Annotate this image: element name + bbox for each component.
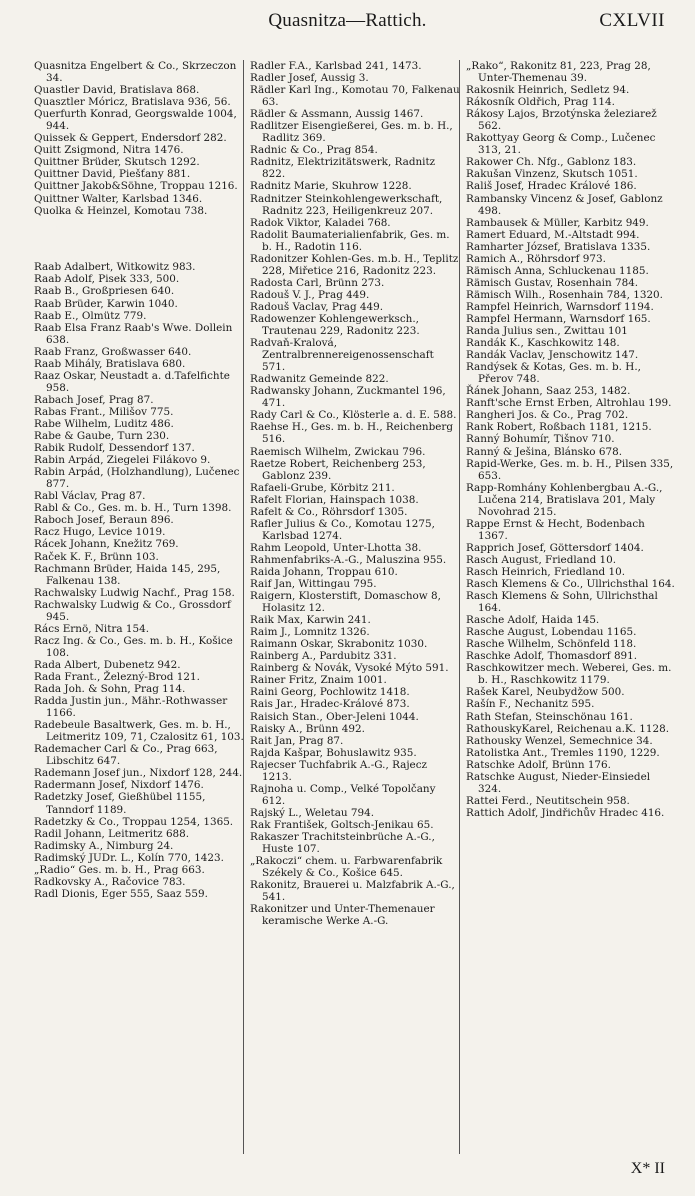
directory-entry: Raimann Oskar, Skrabonitz 1030. [250, 638, 428, 651]
directory-entry: Raehse H., Ges. m. b. H., Reichenberg 516. [250, 421, 453, 446]
directory-entry: Rabas Frant., Milišov 775. [34, 405, 174, 418]
directory-entry: Rainer Fritz, Znaim 1001. [250, 674, 387, 687]
directory-entry: Raček K. F., Brünn 103. [34, 550, 159, 563]
directory-entry: Rath Stefan, Steinschönau 161. [466, 710, 633, 723]
directory-entry: Radetzky & Co., Troppau 1254, 1365. [34, 815, 234, 828]
directory-entry: Rak František, Goltsch-Jenikau 65. [250, 818, 434, 831]
directory-entry: Ratschke Adolf, Brünn 176. [466, 758, 611, 771]
directory-entry: Rangheri Jos. & Co., Prag 702. [466, 409, 629, 422]
directory-entry: Raif Jan, Wittingau 795. [250, 578, 377, 591]
directory-entry: „Rako“, Rakonitz 81, 223, Prag 28, Unter-Themenau 39. [466, 60, 651, 85]
signature-mark: X* II [630, 1160, 665, 1177]
directory-entry: Radimský JUDr. L., Kolín 770, 1423. [34, 851, 224, 864]
section-break [34, 227, 244, 251]
directory-entry: Rabe Wilhelm, Luditz 486. [34, 418, 174, 430]
directory-entry: Rampfel Hermann, Warnsdorf 165. [466, 312, 651, 325]
directory-entry: Rakosnik Heinrich, Sedletz 94. [466, 84, 630, 97]
directory-entry: Rady Carl & Co., Klösterle a. d. E. 588. [250, 409, 457, 422]
directory-entry: Rappe Ernst & Hecht, Bodenbach 1367. [466, 517, 645, 542]
directory-entry: Rasche Adolf, Haida 145. [466, 614, 600, 627]
directory-entry: Raschke Adolf, Thomasdorf 891. [466, 650, 638, 663]
directory-entry: Racz Hugo, Levice 1019. [34, 526, 166, 539]
directory-entry: Radetzky Josef, Gießhübel 1155, Tanndorf 1189. [34, 791, 206, 816]
directory-entry: Radolit Baumaterialienfabrik, Ges. m. b. H., Radotin 116. [250, 228, 450, 253]
directory-entry: Rapp-Romhány Kohlenbergbau A.-G., Lučena 214, Bratislava 201, Maly Novohrad 215. [466, 481, 663, 518]
directory-entry: Rajda Kašpar, Bohuslawitz 935. [250, 746, 417, 759]
directory-entry: Rácek Johann, Knežitz 769. [34, 538, 179, 551]
directory-entry: Raab B., Großpriesen 640. [34, 285, 175, 298]
directory-entry: Rabach Josef, Prag 87. [34, 393, 154, 406]
page-number: CXLVII [599, 10, 665, 31]
directory-entry: Quittner David, Piešťany 881. [34, 168, 191, 181]
directory-entry: Raboch Josef, Beraun 896. [34, 514, 174, 527]
directory-entry: Randák K., Kaschkowitz 148. [466, 337, 620, 350]
directory-entry: Raab Franz, Großwasser 640. [34, 345, 192, 358]
directory-entry: Rafelt & Co., Röhrsdorf 1305. [250, 505, 408, 518]
directory-entry: Rahm Leopold, Unter-Lhotta 38. [250, 541, 422, 554]
directory-entry: Rašín F., Nechanitz 595. [466, 698, 595, 711]
directory-entry: Rämisch Anna, Schluckenau 1185. [466, 264, 649, 277]
directory-entry: Raim J., Lomnitz 1326. [250, 626, 370, 639]
directory-entry: Quittner Brüder, Skutsch 1292. [34, 156, 200, 169]
directory-entry: Rambausek & Müller, Karbitz 949. [466, 216, 649, 229]
directory-entry: Randýsek & Kotas, Ges. m. b. H., Přerov 748. [466, 361, 641, 386]
directory-entry: Raschkowitzer mech. Weberei, Ges. m. b. H., Raschkowitz 1179. [466, 662, 672, 687]
directory-entry: Radouš V. J., Prag 449. [250, 288, 370, 301]
directory-entry: Ranný Bohumír, Tišnov 710. [466, 433, 615, 446]
directory-entry: Radler Josef, Aussig 3. [250, 72, 369, 85]
directory-entry: Rališ Josef, Hradec Králové 186. [466, 180, 637, 193]
directory-entry: Radok Viktor, Kaladei 768. [250, 216, 391, 229]
directory-entry: Radnitzer Steinkohlengewerkschaft, Radnitz 223, Heiligenkreuz 207. [250, 192, 443, 217]
directory-entry: Rabik Rudolf, Dessendorf 137. [34, 442, 195, 455]
directory-entry: Rachmann Brüder, Haida 145, 295, Falkenau 138. [34, 562, 221, 587]
directory-entry: RathouskyKarel, Reichenau a.K. 1128. [466, 722, 670, 735]
directory-entry: Rachwalsky Ludwig Nachf., Prag 158. [34, 586, 235, 599]
directory-entry: Randa Julius sen., Zwittau 101 [466, 325, 628, 338]
directory-entry: Rainberg A., Pardubitz 331. [250, 650, 397, 663]
directory-entry: Radwanitz Gemeinde 822. [250, 373, 389, 386]
directory-entry: Ratolistka Ant., Tremles 1190, 1229. [466, 746, 660, 759]
directory-entry: Quissek & Geppert, Endersdorf 282. [34, 132, 227, 145]
directory-entry: Rada Joh. & Sohn, Prag 114. [34, 683, 186, 696]
directory-entry: Rais Jar., Hradec-Králové 873. [250, 698, 410, 711]
directory-entry: Rainberg & Novák, Vysoké Mýto 591. [250, 662, 449, 675]
directory-entry: Rampfel Heinrich, Warnsdorf 1194. [466, 300, 654, 313]
directory-entry: Rabin Arpád, (Holzhandlung), Lučenec 877. [34, 466, 240, 491]
directory-entry: Rasch Klemens & Co., Ullrichsthal 164. [466, 578, 675, 591]
directory-entry: Rahmenfabriks-A.-G., Maluszina 955. [250, 553, 447, 566]
directory-entry: Radda Justin jun., Mähr.-Rothwasser 1166. [34, 695, 228, 720]
directory-entry: Rattich Adolf, Jindřichův Hradec 416. [466, 806, 665, 819]
directory-entry: Rädler Karl Ing., Komotau 70, Falkenau 63. [250, 84, 460, 109]
directory-entry: Raaz Oskar, Neustadt a. d.Tafelfichte 958. [34, 369, 230, 394]
directory-entry: Rasche August, Lobendau 1165. [466, 626, 637, 639]
directory-entry: Querfurth Konrad, Georgswalde 1004, 944. [34, 108, 237, 133]
directory-entry: Rapid-Werke, Ges. m. b. H., Pilsen 335, 653. [466, 457, 674, 482]
directory-entry: Rabl Václav, Prag 87. [34, 490, 146, 503]
directory-entry: Rait Jan, Prag 87. [250, 734, 344, 747]
directory-entry: Radouš Vaclav, Prag 449. [250, 300, 384, 313]
directory-entry: Quasztler Móricz, Bratislava 936, 56. [34, 96, 231, 109]
directory-entry: Radvaň-Kralová, Zentralbrennereigenossenschaft 571. [250, 337, 434, 374]
directory-entry: Raisky A., Brünn 492. [250, 722, 365, 735]
directory-entry: Rákosy Lajos, Brzotýnska železiarež 562. [466, 108, 657, 133]
directory-entry: Ranft'sche Ernst Erben, Altrohlau 199. [466, 397, 672, 410]
directory-entry: Radimsky A., Nimburg 24. [34, 839, 174, 852]
directory-column-1 [34, 60, 244, 900]
directory-entry: Radil Johann, Leitmeritz 688. [34, 827, 190, 840]
directory-entry: Rakaszer Trachitsteinbrüche A.-G., Huste 107. [250, 831, 435, 856]
directory-entry: Raini Georg, Pochlowitz 1418. [250, 686, 410, 699]
directory-entry: Rademann Josef jun., Nixdorf 128, 244. [34, 767, 243, 780]
directory-entry: Rafelt Florian, Hainspach 1038. [250, 493, 419, 506]
directory-entry: Raigern, Klosterstift, Domaschow 8, Holasitz 12. [250, 590, 441, 615]
directory-entry: Ramert Eduard, M.-Altstadt 994. [466, 228, 640, 241]
directory-entry: Rathousky Wenzel, Semechnice 34. [466, 734, 653, 747]
directory-entry: Raab Adalbert, Witkowitz 983. [34, 261, 196, 274]
directory-entry: Rattei Ferd., Neutitschein 958. [466, 794, 630, 807]
directory-entry: Rasch August, Friedland 10. [466, 553, 617, 566]
directory-entry: Rajský L., Weletau 794. [250, 806, 375, 819]
directory-entry: Raab Brüder, Karwin 1040. [34, 297, 178, 310]
directory-entry: Raab Mihály, Bratislava 680. [34, 357, 186, 370]
directory-entry: Rapprich Josef, Göttersdorf 1404. [466, 541, 644, 554]
directory-entry: Rank Robert, Roßbach 1181, 1215. [466, 421, 652, 434]
directory-entry: Rasch Heinrich, Friedland 10. [466, 565, 626, 578]
directory-entry: Radonitzer Kohlen-Ges. m.b. H., Teplitz 228, Miřetice 216, Radonitz 223. [250, 252, 459, 277]
directory-entry: Rasche Wilhelm, Schönfeld 118. [466, 638, 637, 651]
directory-entry: Radler F.A., Karlsbad 241, 1473. [250, 60, 422, 72]
directory-entry: Radnic & Co., Prag 854. [250, 144, 378, 157]
directory-entry: Radlitzer Eisengießerei, Ges. m. b. H., Radlitz 369. [250, 120, 453, 145]
directory-entry: Raetze Robert, Reichenberg 253, Gablonz 239. [250, 457, 426, 482]
directory-entry: Rademacher Carl & Co., Prag 663, Libschitz 647. [34, 743, 218, 768]
directory-entry: Rajecser Tuchfabrik A.-G., Rajecz 1213. [250, 758, 427, 783]
directory-entry: Racz Ing. & Co., Ges. m. b. H., Košice 108. [34, 634, 233, 659]
directory-entry: Quitt Zsigmond, Nitra 1476. [34, 144, 184, 157]
directory-entry: Raab Adolf, Pisek 333, 500. [34, 273, 180, 286]
directory-entry: Rabe & Gaube, Turn 230. [34, 430, 170, 443]
directory-entry: Radwansky Johann, Zuckmantel 196, 471. [250, 385, 446, 410]
directory-entry: Quastler David, Bratislava 868. [34, 84, 200, 97]
directory-entry: Radnitz, Elektrizitätswerk, Radnitz 822. [250, 156, 436, 181]
page-title: Quasnitza—Rattich. [268, 10, 427, 31]
directory-entry: Rasch Klemens & Sohn, Ullrichsthal 164. [466, 590, 658, 615]
directory-column-3 [466, 60, 676, 819]
directory-entry: Rabl & Co., Ges. m. b. H., Turn 1398. [34, 502, 232, 515]
directory-entry: Raisich Stan., Ober-Jeleni 1044. [250, 710, 419, 723]
directory-entry: Quittner Walter, Karlsbad 1346. [34, 192, 203, 205]
directory-entry: Rabin Arpád, Ziegelei Filákovo 9. [34, 454, 211, 467]
directory-entry: Raemisch Wilhelm, Zwickau 796. [250, 445, 426, 458]
directory-entry: Radebeule Basaltwerk, Ges. m. b. H., Leitmeritz 109, 71, Czalositz 61, 103. [34, 719, 244, 744]
directory-entry: Quittner Jakob&Söhne, Troppau 1216. [34, 180, 238, 193]
directory-column-2 [250, 60, 460, 927]
directory-entry: Rafaeli-Grube, Körbitz 211. [250, 481, 395, 494]
directory-entry: Ratschke August, Nieder-Einsiedel 324. [466, 770, 651, 795]
directory-entry: Rakower Ch. Nfg., Gablonz 183. [466, 156, 637, 169]
directory-entry: Ramharter József, Bratislava 1335. [466, 240, 651, 253]
directory-entry: Rakottyay Georg & Comp., Lučenec 313, 21. [466, 132, 656, 157]
directory-entry: Řánek Johann, Saaz 253, 1482. [466, 385, 631, 398]
directory-entry: Rajnoha u. Comp., Velké Topolčany 612. [250, 782, 436, 807]
directory-entry: Rada Albert, Dubenetz 942. [34, 658, 181, 671]
directory-entry: Quolka & Heinzel, Komotau 738. [34, 204, 208, 217]
directory-entry: Rašek Karel, Neubydžow 500. [466, 686, 625, 699]
directory-entry: Raab E., Olmütz 779. [34, 309, 147, 322]
directory-entry: Rafler Julius & Co., Komotau 1275, Karlsbad 1274. [250, 517, 435, 542]
directory-entry: Ramich A., Röhrsdorf 973. [466, 252, 606, 265]
directory-entry: Radosta Carl, Brünn 273. [250, 276, 385, 289]
directory-entry: Raik Max, Karwin 241. [250, 614, 371, 627]
directory-entry: „Radio“ Ges. m. b. H., Prag 663. [34, 863, 205, 876]
page-header [0, 10, 695, 40]
directory-entry: Radl Dionis, Eger 555, Saaz 559. [34, 887, 208, 900]
directory-entry: Rädler & Assmann, Aussig 1467. [250, 108, 424, 121]
directory-entry: Raida Johann, Troppau 610. [250, 565, 398, 578]
directory-entry: Quasnitza Engelbert & Co., Skrzeczon 34. [34, 60, 237, 85]
directory-entry: Rakonitzer und Unter-Themenauer keramische Werke A.-G. [250, 903, 435, 928]
directory-entry: Rakonitz, Brauerei u. Malzfabrik A.-G., 541. [250, 879, 455, 904]
directory-entry: Radnitz Marie, Skuhrow 1228. [250, 180, 412, 193]
directory-entry: Rács Ernö, Nitra 154. [34, 622, 150, 635]
directory-entry: Radermann Josef, Nixdorf 1476. [34, 779, 204, 792]
directory-entry: Raab Elsa Franz Raab's Wwe. Dollein 638. [34, 321, 233, 346]
directory-entry: Rämisch Gustav, Rosenhain 784. [466, 276, 639, 289]
directory-entry: „Rakoczi“ chem. u. Farbwarenfabrik Székely & Co., Košice 645. [250, 855, 443, 880]
directory-entry: Rämisch Wilh., Rosenhain 784, 1320. [466, 288, 663, 301]
directory-entry: Rambansky Vincenz & Josef, Gablonz 498. [466, 192, 663, 217]
directory-entry: Randák Vaclav, Jenschowitz 147. [466, 349, 639, 362]
directory-entry: Rada Frant., Železný-Brod 121. [34, 670, 200, 683]
directory-entry: Rákosník Oldřich, Prag 114. [466, 96, 615, 109]
directory-entry: Ranný & Ješina, Blánsko 678. [466, 445, 622, 458]
directory-entry: Rakušan Vinzenz, Skutsch 1051. [466, 168, 638, 181]
directory-entry: Radowenzer Kohlengewerksch., Trautenau 229, Radonitz 223. [250, 312, 420, 338]
directory-entry: Radkovsky A., Račovice 783. [34, 875, 186, 888]
directory-entry: Rachwalsky Ludwig & Co., Grossdorf 945. [34, 598, 231, 623]
